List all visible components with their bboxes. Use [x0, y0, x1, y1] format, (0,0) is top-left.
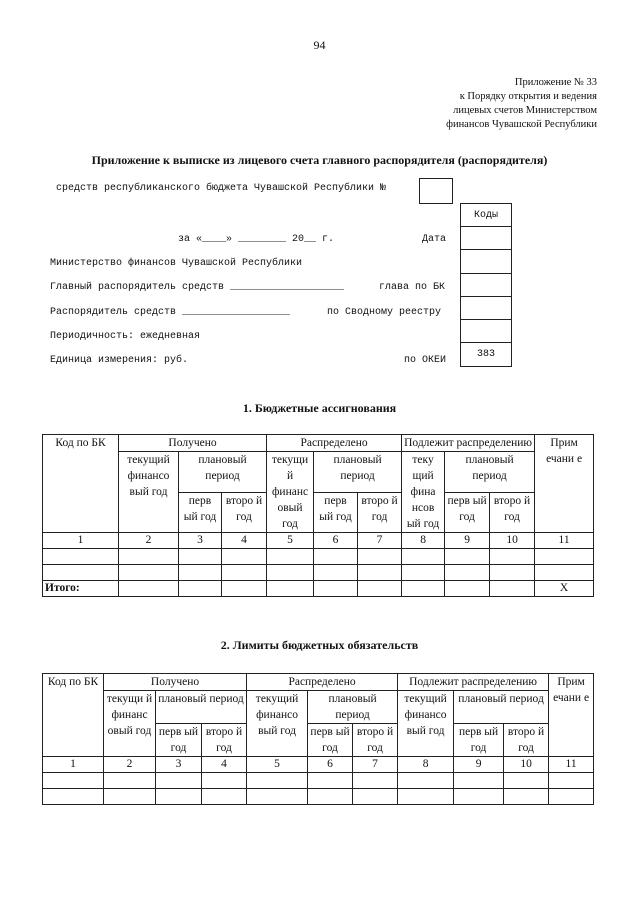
column-number: 5 [247, 757, 308, 773]
header-first-year: перв ый год [156, 724, 202, 757]
column-number: 4 [202, 757, 247, 773]
header-planned-period: плановый период [156, 691, 247, 724]
registry-label: по Сводному реестру [327, 307, 442, 318]
column-number: 1 [43, 757, 104, 773]
column-number: 7 [358, 533, 402, 549]
unit-line: Единица измерения: руб. [50, 355, 189, 366]
column-number: 10 [490, 533, 535, 549]
header-planned-period: плановый период [308, 691, 398, 724]
date-label: Дата [422, 234, 447, 245]
header-first-year: перв ый год [314, 492, 358, 533]
column-number: 11 [549, 757, 594, 773]
header-current-year: текущий финансо вый год [119, 452, 179, 533]
column-number: 8 [398, 757, 454, 773]
column-number: 6 [314, 533, 358, 549]
chapter-label: глава по БК [379, 282, 446, 293]
header-distributed: Распределено [267, 435, 402, 452]
column-number: 10 [504, 757, 549, 773]
total-label: Итого: [43, 581, 119, 597]
table-row [43, 549, 594, 565]
code-registry [461, 297, 511, 320]
appendix-line: финансов Чувашской Республики [446, 119, 597, 130]
header-code: Код по БК [43, 674, 104, 757]
header-to-distribute: Подлежит распределению [398, 674, 549, 691]
header-planned-period: плановый период [179, 452, 267, 493]
section1-title: 1. Бюджетные ассигнования [242, 401, 397, 415]
header-planned-period: плановый период [454, 691, 549, 724]
column-number: 2 [119, 533, 179, 549]
header-second-year: второ й год [202, 724, 247, 757]
header-received: Получено [119, 435, 267, 452]
column-number: 1 [43, 533, 119, 549]
column-number: 8 [402, 533, 445, 549]
column-number: 9 [445, 533, 490, 549]
header-note: Прим ечани е [549, 674, 594, 757]
chief-manager-line: Главный распорядитель средств ___________________ [50, 282, 345, 293]
column-numbers-row [43, 533, 594, 549]
codes-label: Коды [461, 204, 511, 227]
header-current-year: текущий финансо вый год [398, 691, 454, 757]
header-second-year: второ й год [490, 492, 535, 533]
code-okei: 383 [476, 349, 495, 361]
column-numbers-row [43, 757, 594, 773]
header-second-year: второ й год [222, 492, 267, 533]
header-distributed: Распределено [247, 674, 398, 691]
header-planned-period: плановый период [314, 452, 402, 493]
ministry-line: Министерство финансов Чувашской Республики [50, 258, 303, 269]
column-number: 2 [104, 757, 156, 773]
column-number: 11 [535, 533, 594, 549]
column-number: 4 [222, 533, 267, 549]
budget-allocations-table [42, 434, 594, 597]
code-date [461, 227, 511, 250]
manager-line: Распорядитель средств __________________ [50, 307, 291, 318]
okei-label: по ОКЕИ [404, 355, 447, 366]
code-chapter [461, 274, 511, 297]
table-row [43, 773, 594, 789]
page-number: 94 [313, 38, 326, 52]
total-mark: X [535, 581, 594, 597]
header-current-year: текущи й финанс овый год [104, 691, 156, 757]
header-first-year: перв ый год [445, 492, 490, 533]
column-number: 5 [267, 533, 314, 549]
header-second-year: второ й год [358, 492, 402, 533]
table-row [43, 789, 594, 805]
column-number: 7 [353, 757, 398, 773]
header-to-distribute: Подлежит распределению [402, 435, 535, 452]
table-row [43, 565, 594, 581]
funds-line: средств республиканского бюджета Чувашской Республики № [56, 183, 387, 194]
code-periodicity [461, 320, 511, 343]
column-number: 6 [308, 757, 353, 773]
header-current-year: текущий финансо вый год [247, 691, 308, 757]
code-ministry [461, 250, 511, 273]
budget-limits-table [42, 673, 594, 805]
appendix-note [337, 76, 597, 132]
total-row [43, 581, 594, 597]
date-line: за «____» ________ 20__ г. [178, 234, 335, 245]
codes-box [460, 203, 512, 367]
column-number: 3 [179, 533, 222, 549]
header-first-year: перв ый год [179, 492, 222, 533]
header-received: Получено [104, 674, 247, 691]
appendix-line: Приложение № 33 [514, 77, 597, 88]
header-planned-period: плановый период [445, 452, 535, 493]
header-first-year: перв ый год [308, 724, 353, 757]
header-note: Прим ечани е [535, 435, 594, 533]
appendix-line: лицевых счетов Министерством [453, 105, 597, 116]
header-first-year: перв ый год [454, 724, 504, 757]
header-current-year: теку щий фина нсов ый год [402, 452, 445, 533]
column-number: 9 [454, 757, 504, 773]
column-number: 3 [156, 757, 202, 773]
appendix-line: к Порядку открытия и ведения [459, 91, 597, 102]
header-second-year: второ й год [504, 724, 549, 757]
document-title: Приложение к выписке из лицевого счета главного распорядителя (распорядителя) [91, 153, 548, 167]
header-current-year: текущи й финанс овый год [267, 452, 314, 533]
periodicity-line: Периодичность: ежедневная [50, 331, 201, 342]
account-number-box [419, 178, 453, 204]
header-code: Код по БК [43, 435, 119, 533]
header-second-year: второ й год [353, 724, 398, 757]
section2-title: 2. Лимиты бюджетных обязательств [220, 638, 419, 652]
